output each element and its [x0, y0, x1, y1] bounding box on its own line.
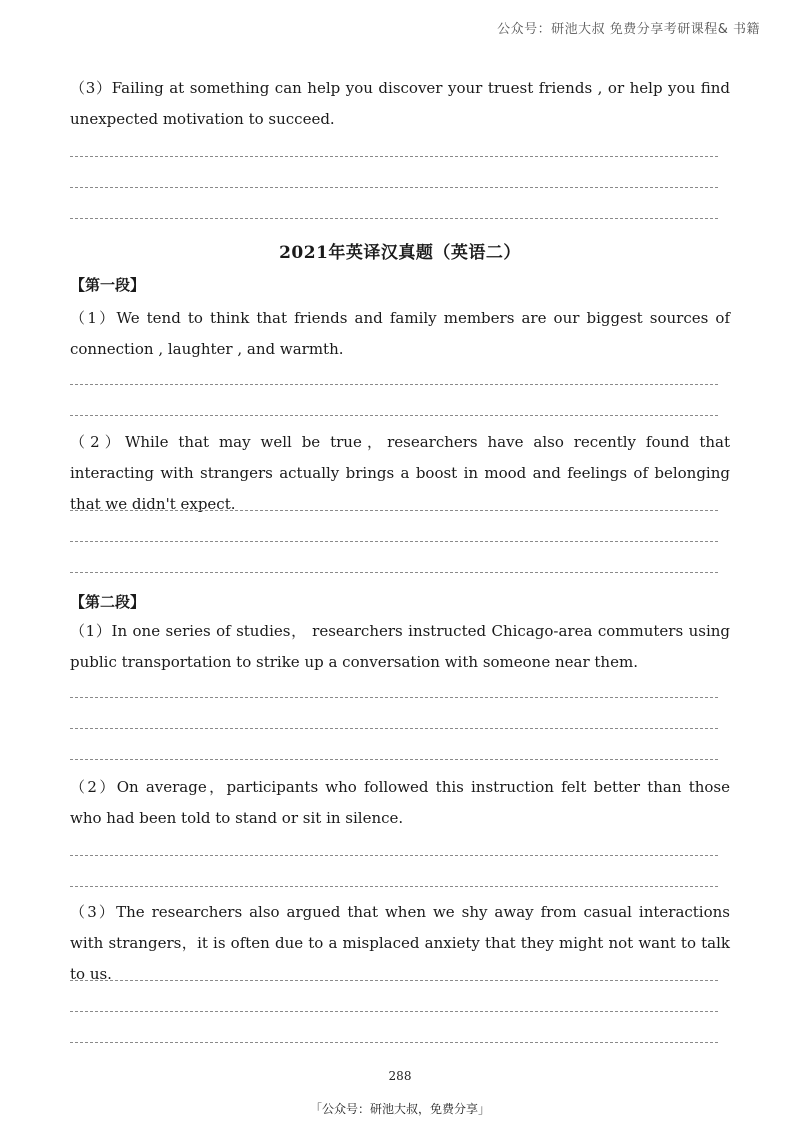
- footer-watermark-note: 「公众号：研池大叔，免费分享」: [309, 1102, 490, 1116]
- header-watermark-note: 公众号：研池大叔 免费分享考研课程& 书籍: [497, 22, 760, 37]
- segment-1-item-2: （2）While that may well be true，researchers have also recently found that interacting with strangers actually brings a boost in mood and feelings of belonging that we didn't expect.: [70, 433, 730, 513]
- segment-1-item-1: （1）We tend to think that friends and family members are our biggest sources of connection , laughter , and warmth.: [70, 309, 730, 358]
- answer-line: [70, 759, 718, 760]
- section-title: 2021年英译汉真题（英语二）: [279, 243, 521, 263]
- segment-2-title: 【第二段】: [70, 593, 146, 611]
- segment-1-title: 【第一段】: [70, 276, 146, 294]
- answer-line: [70, 855, 718, 856]
- answer-line: [70, 1011, 718, 1012]
- answer-line: [70, 510, 718, 511]
- segment-2-item-1: （1）In one series of studies， researchers instructed Chicago-area commuters using public transportation to strike up a conversation with someone near them.: [70, 622, 730, 671]
- answer-line: [70, 156, 718, 157]
- answer-line: [70, 541, 718, 542]
- answer-line: [70, 886, 718, 887]
- answer-line: [70, 384, 718, 385]
- answer-line: [70, 415, 718, 416]
- answer-line: [70, 572, 718, 573]
- page-number: 288: [388, 1069, 412, 1083]
- answer-line: [70, 697, 718, 698]
- answer-line: [70, 1042, 718, 1043]
- segment-2-item-3: （3）The researchers also argued that when we shy away from casual interactions with strangers，it is often due to a misplaced anxiety that they might not want to talk to us.: [70, 903, 730, 983]
- answer-line: [70, 728, 718, 729]
- answer-line: [70, 187, 718, 188]
- segment-2-item-2: （2）On average，participants who followed this instruction felt better than those who had been told to stand or sit in silence.: [70, 778, 730, 827]
- answer-line: [70, 980, 718, 981]
- intro-item-3: （3）Failing at something can help you discover your truest friends , or help you find unexpected motivation to succeed.: [70, 79, 730, 128]
- answer-line: [70, 218, 718, 219]
